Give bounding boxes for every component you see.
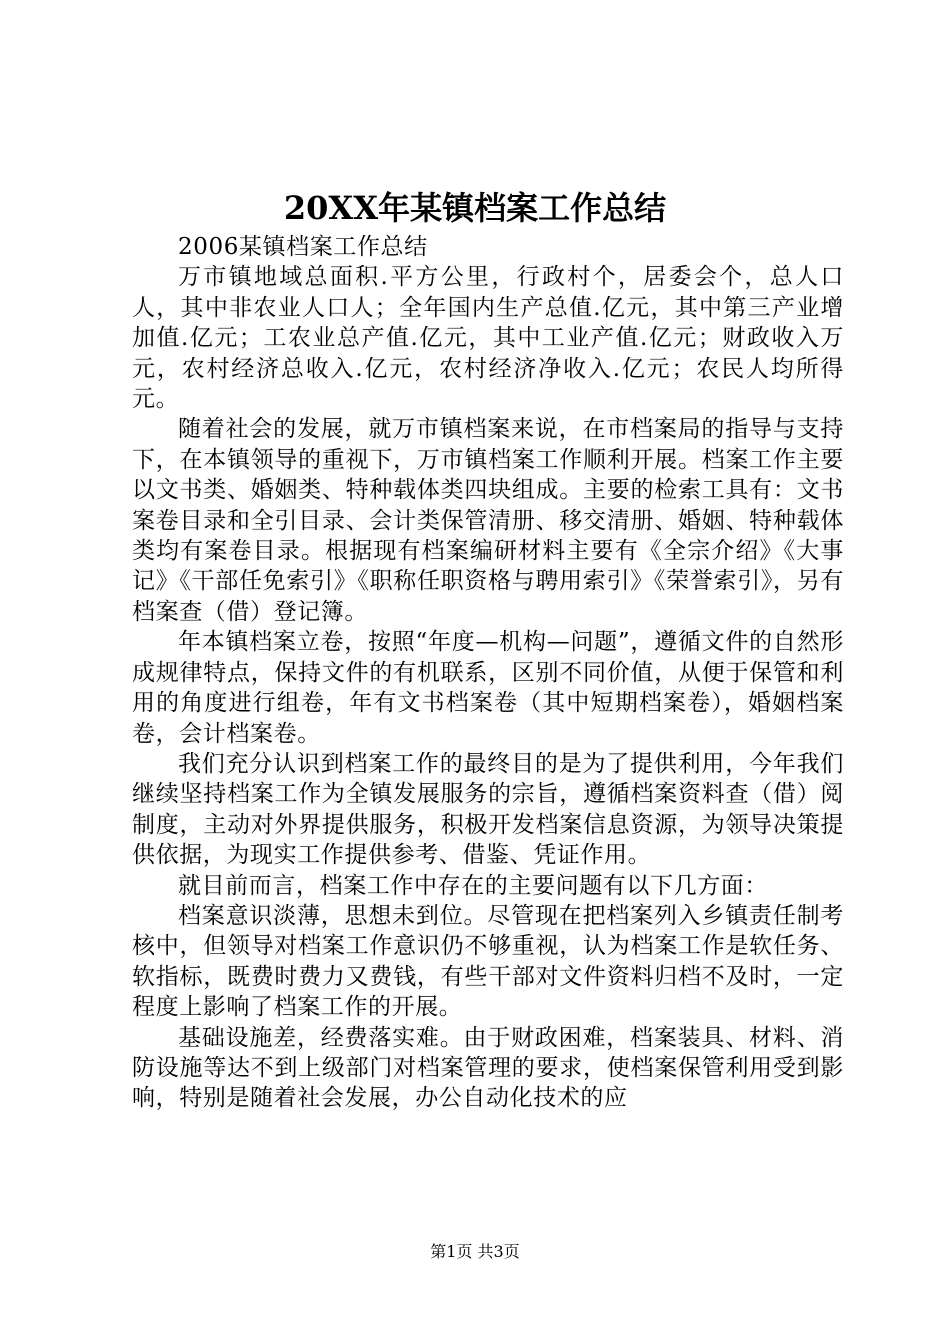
paragraph-awareness: 档案意识淡薄，思想未到位。尽管现在把档案列入乡镇责任制考核中，但领导对档案工作意识仍不够重视，认为档案工作是软任务、软指标，既费时费力又费钱，有些干部对文件资料归档不及时，一定程度上影响了档案工作的开展。 [132, 902, 844, 1021]
paragraph-problems-intro: 就目前而言，档案工作中存在的主要问题有以下几方面： [178, 872, 768, 899]
document-title: 20XX年某镇档案工作总结 [283, 189, 667, 227]
paragraph-subtitle: 2006某镇档案工作总结 [178, 234, 428, 260]
paragraph-overview: 万市镇地域总面积.平方公里，行政村个，居委会个，总人口人，其中非农业人口人；全年国内生产总值.亿元，其中第三产业增加值.亿元；工农业总产值.亿元，其中工业产值.亿元；财政收入万元，农村经济总收入.亿元，农村经济净收入.亿元；农民人均所得元。 [132, 264, 844, 413]
page-footer: 第1页 共3页 [430, 1242, 520, 1261]
document-body [132, 232, 844, 1114]
paragraph-infrastructure: 基础设施差，经费落实难。由于财政困难，档案装具、材料、消防设施等达不到上级部门对档案管理的要求，使档案保管利用受到影响，特别是随着社会发展，办公自动化技术的应 [132, 1024, 844, 1112]
paragraph-filing: 年本镇档案立卷，按照“年度—机构—问题”，遵循文件的自然形成规律特点，保持文件的有机联系，区别不同价值，从便于保管和利用的角度进行组卷，年有文书档案卷（其中短期档案卷），婚姻档案卷，会计档案卷。 [132, 629, 844, 747]
paragraph-service: 我们充分认识到档案工作的最终目的是为了提供利用，今年我们继续坚持档案工作为全镇发展服务的宗旨，遵循档案资料查（借）阅制度，主动对外界提供服务，积极开发档案信息资源，为领导决策提供依据，为现实工作提供参考、借鉴、凭证作用。 [132, 750, 844, 869]
paragraph-development: 随着社会的发展，就万市镇档案来说，在市档案局的指导与支持下，在本镇领导的重视下，万市镇档案工作顺利开展。档案工作主要以文书类、婚姻类、特种载体类四块组成。主要的检索工具有：文书案卷目录和全引目录、会计类保管清册、移交清册、婚姻、特种载体类均有案卷目录。根据现有档案编研材料主要有《全宗介绍》《大事记》《干部任免索引》《职称任职资格与聘用索引》《荣誉索引》，另有档案查（借）登记簿。 [132, 416, 844, 625]
